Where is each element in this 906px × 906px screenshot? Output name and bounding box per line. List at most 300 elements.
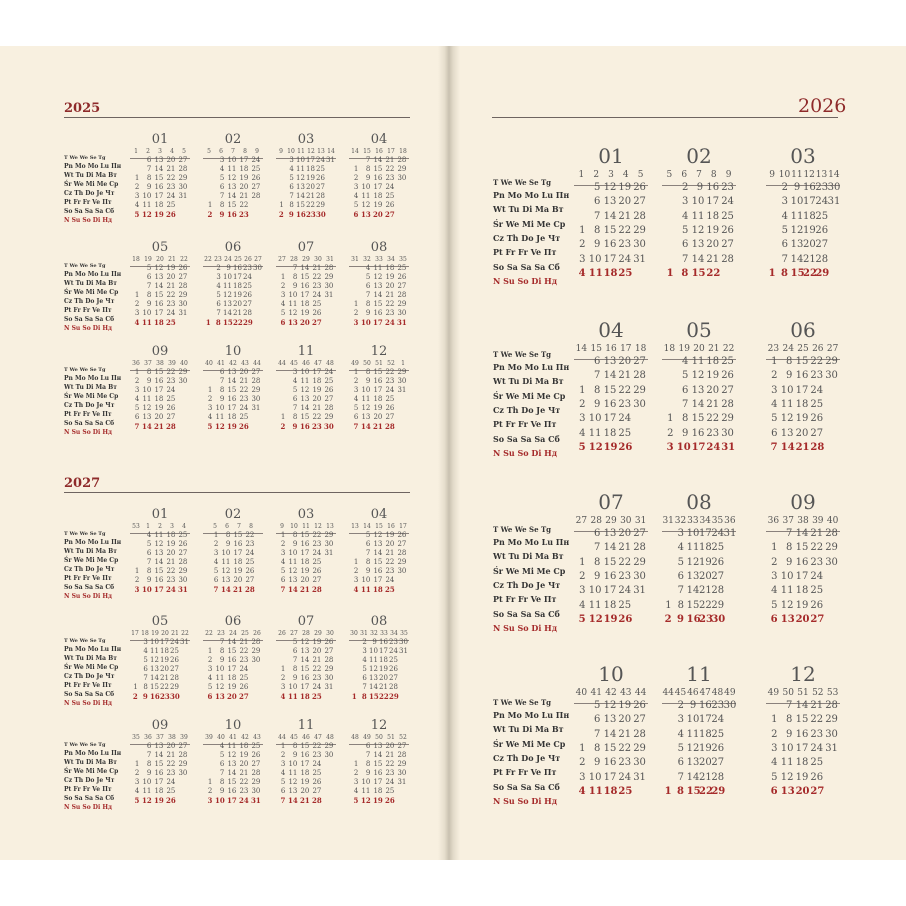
week-number: 24: [229, 630, 237, 637]
day-cell: 16: [227, 395, 237, 403]
day-cell: 5: [146, 540, 152, 548]
week-number: 49: [724, 688, 736, 698]
day-cell: 28: [389, 683, 398, 691]
day-cell: 5: [365, 273, 371, 281]
day-cell: 19: [166, 264, 176, 272]
day-cell: 26: [633, 182, 646, 193]
day-cell: 1: [280, 413, 286, 421]
day-cell: 11: [361, 395, 371, 403]
weekday-label: So Sa Sa Sa Сб: [493, 781, 560, 792]
day-cell: 13: [780, 427, 794, 439]
week-number: 44: [662, 688, 674, 698]
day-cell: 24: [810, 384, 824, 396]
month-block-2027-01: [130, 507, 190, 594]
day-cell: 3: [280, 683, 286, 691]
day-cell: 19: [154, 796, 164, 805]
day-cell: 19: [373, 404, 383, 412]
day-cell: 23: [810, 556, 824, 568]
day-cell: 22: [699, 785, 713, 797]
day-cell: 17: [603, 771, 617, 783]
day-cell: 24: [618, 585, 632, 597]
day-cell: 3: [771, 570, 778, 582]
day-cell: 1: [351, 692, 357, 701]
day-cell: 11: [373, 264, 383, 272]
day-cell: 22: [706, 267, 721, 279]
day-cell: 28: [397, 156, 407, 164]
day-cell: 23: [312, 674, 322, 682]
day-cell: 5: [677, 742, 684, 754]
day-cell: 28: [178, 165, 188, 173]
day-cell: 2: [579, 570, 586, 582]
day-cell: 5: [353, 404, 359, 412]
day-cell: 25: [166, 395, 176, 403]
day-cell: 11: [686, 542, 700, 554]
day-cell: 18: [699, 542, 712, 554]
day-cell: 1: [771, 356, 778, 367]
day-cell: 1: [664, 785, 672, 797]
week-number: 30: [350, 630, 358, 637]
day-cell: 12: [361, 796, 371, 805]
day-cell: 11: [691, 356, 705, 367]
day-cell: 8: [292, 413, 298, 421]
day-cell: 18: [227, 413, 237, 421]
day-cell: 26: [166, 404, 176, 412]
day-cell: 10: [361, 576, 371, 584]
month-name: 05: [686, 318, 712, 342]
day-cell: 14: [154, 558, 164, 566]
month-block-2027-07: [276, 614, 336, 701]
day-cell: 15: [373, 558, 383, 566]
day-cell: 1: [579, 224, 586, 236]
day-cell: 22: [312, 742, 322, 750]
day-cell: 21: [300, 796, 310, 805]
weekday-label: Cz Th Do Je Чт: [64, 673, 115, 680]
day-cell: 5: [219, 751, 225, 759]
day-cell: 16: [154, 377, 164, 385]
day-cell: 24: [166, 309, 176, 317]
day-cell: 14: [300, 404, 310, 412]
day-cell: 26: [618, 441, 633, 453]
day-cell: 16: [227, 210, 237, 219]
day-cell: 29: [324, 665, 334, 673]
month-block-2027-12: [349, 718, 409, 805]
day-cell: 4: [219, 165, 225, 173]
day-cell: 3: [134, 386, 140, 394]
day-cell: 11: [780, 398, 794, 410]
month-name: 04: [598, 318, 624, 342]
week-number: 22: [180, 256, 188, 263]
day-cell: 29: [389, 692, 399, 701]
day-cell: 31: [633, 771, 646, 783]
day-cell: 30: [324, 540, 334, 548]
day-cell: 24: [618, 253, 632, 265]
week-number: 16: [605, 344, 617, 354]
year-2026-title: 2026: [798, 95, 847, 117]
day-cell: 25: [324, 377, 334, 385]
day-cell: 29: [711, 599, 725, 611]
day-cell: 3: [292, 368, 298, 376]
day-cell: 7: [146, 558, 152, 566]
week-number: 7: [237, 523, 241, 530]
day-cell: 15: [795, 542, 809, 554]
day-cell: 13: [288, 576, 298, 584]
day-cell: 17: [300, 549, 310, 557]
day-cell: 20: [306, 183, 315, 191]
day-cell: 1: [353, 165, 359, 173]
week-number: 21: [168, 256, 176, 263]
week-number: 5: [182, 148, 186, 155]
day-cell: 25: [385, 192, 395, 200]
day-cell: 22: [166, 368, 176, 376]
day-cell: 15: [227, 778, 237, 786]
day-cell: 22: [239, 201, 249, 209]
day-cell: 2: [781, 182, 788, 193]
day-cell: 5: [143, 656, 148, 664]
week-number: 50: [375, 734, 383, 741]
day-cell: 20: [233, 576, 243, 584]
day-cell: 6: [219, 368, 225, 376]
week-number: 32: [363, 256, 371, 263]
day-cell: 5: [365, 531, 371, 539]
week-number: 49: [363, 734, 371, 741]
day-cell: 13: [300, 395, 310, 403]
week-number: 35: [399, 256, 407, 263]
weekday-label: Pt Fr Fr Ve Пт: [493, 594, 557, 605]
month-name: 06: [224, 614, 242, 629]
day-cell: 31: [397, 318, 407, 327]
day-cell: 10: [142, 386, 152, 394]
day-cell: 19: [603, 441, 618, 453]
month-name: 07: [598, 490, 624, 514]
week-number: 39: [180, 734, 188, 741]
day-cell: 23: [243, 264, 252, 272]
day-cell: 12: [288, 778, 298, 786]
week-number: 43: [241, 360, 249, 367]
week-number: 42: [229, 360, 237, 367]
day-cell: 11: [361, 787, 371, 795]
week-number: 15: [375, 523, 383, 530]
week-number: 10: [290, 523, 298, 530]
day-cell: 30: [324, 282, 334, 290]
day-cell: 23: [618, 239, 632, 251]
day-cell: 4: [771, 398, 778, 410]
day-cell: 22: [803, 267, 817, 279]
day-cell: 20: [706, 384, 720, 396]
day-cell: 14: [369, 683, 378, 691]
day-cell: 30: [825, 728, 838, 740]
day-cell: 4: [353, 787, 359, 795]
day-cell: 24: [385, 386, 395, 394]
day-cell: 24: [239, 665, 249, 673]
month-block-2026-10: [574, 662, 648, 800]
day-cell: 4: [677, 728, 684, 740]
day-cell: 31: [397, 778, 407, 786]
day-cell: 23: [385, 309, 395, 317]
day-cell: 30: [633, 570, 646, 582]
day-cell: 15: [300, 665, 310, 673]
day-cell: 30: [723, 700, 737, 711]
weekday-label: Śr We Mi Me Ср: [64, 664, 119, 671]
day-cell: 30: [316, 210, 326, 219]
day-cell: 22: [810, 714, 824, 726]
week-number: 21: [171, 630, 179, 637]
week-number: 35: [711, 516, 724, 526]
day-cell: 17: [373, 318, 383, 327]
weekday-label: Pn Mo Mo Lu Пн: [493, 537, 570, 547]
day-cell: 31: [399, 647, 408, 655]
day-cell: 28: [245, 585, 255, 594]
weekday-label: Pt Fr Fr Ve Пт: [493, 247, 557, 258]
month-block-2027-05: [130, 614, 190, 701]
month-block-2026-04: [574, 318, 648, 456]
day-cell: 2: [280, 674, 286, 682]
day-cell: 2: [132, 692, 138, 701]
day-cell: 21: [618, 370, 632, 382]
day-cell: 10: [288, 760, 298, 768]
day-cell: 17: [691, 441, 706, 453]
day-cell: 8: [219, 201, 225, 209]
week-number: 7: [696, 170, 702, 180]
day-cell: 30: [251, 656, 261, 664]
day-cell: 5: [593, 182, 601, 193]
day-cell: 9: [793, 182, 801, 193]
day-cell: 20: [312, 647, 322, 655]
month-block-2025-10: [203, 344, 263, 431]
day-cell: 17: [312, 368, 322, 376]
day-cell: 27: [312, 787, 322, 795]
day-cell: 21: [233, 585, 243, 594]
week-number: 53: [132, 523, 140, 530]
day-cell: 6: [146, 549, 152, 557]
day-cell: 28: [316, 192, 325, 200]
weekday-label: N Su So Di Нд: [64, 593, 113, 600]
day-cell: 12: [150, 656, 159, 664]
week-number: 9: [280, 523, 284, 530]
day-cell: 14: [296, 192, 305, 200]
day-cell: 6: [365, 282, 371, 290]
week-number: 28: [590, 516, 602, 526]
day-cell: 23: [166, 183, 176, 191]
day-cell: 25: [711, 542, 725, 554]
week-number: 13: [317, 148, 325, 155]
day-cell: 7: [289, 192, 294, 200]
week-number: 44: [278, 734, 286, 741]
day-cell: 24: [245, 549, 255, 557]
day-cell: 10: [288, 683, 298, 691]
day-cell: 20: [154, 413, 164, 421]
day-cell: 11: [686, 728, 700, 740]
day-cell: 22: [385, 165, 395, 173]
day-cell: 12: [373, 273, 383, 281]
week-number: 42: [241, 734, 249, 741]
day-cell: 17: [706, 196, 720, 208]
day-cell: 8: [365, 300, 371, 308]
day-cell: 30: [251, 787, 261, 795]
day-cell: 12: [603, 182, 617, 193]
day-cell: 28: [633, 728, 646, 740]
week-header-label: T We We Se Tg: [64, 367, 106, 373]
week-number: 27: [278, 256, 286, 263]
day-cell: 11: [288, 769, 298, 777]
week-number: 45: [674, 688, 687, 698]
day-cell: 29: [316, 201, 325, 209]
weekday-label: Śr We Mi Me Ср: [64, 557, 119, 564]
day-cell: 21: [239, 377, 249, 385]
day-cell: 14: [154, 751, 164, 759]
week-number: 52: [812, 688, 824, 698]
week-number: 36: [144, 734, 152, 741]
day-cell: 3: [134, 585, 140, 594]
day-cell: 3: [677, 528, 684, 539]
day-cell: 26: [316, 174, 325, 182]
day-cell: 21: [166, 282, 176, 290]
day-cell: 2: [362, 638, 367, 646]
day-cell: 14: [361, 422, 371, 431]
day-cell: 17: [227, 796, 237, 805]
day-cell: 6: [770, 613, 778, 625]
day-cell: 18: [373, 192, 383, 200]
month-name: 06: [224, 240, 242, 255]
day-cell: 27: [633, 356, 646, 367]
weekday-label: N Su So Di Нд: [493, 622, 558, 633]
day-cell: 5: [593, 700, 601, 711]
day-cell: 19: [795, 413, 809, 425]
day-cell: 22: [312, 665, 322, 673]
day-cell: 14: [603, 728, 617, 740]
day-cell: 30: [178, 576, 188, 584]
day-cell: 27: [633, 196, 646, 208]
day-cell: 10: [215, 665, 225, 673]
day-cell: 14: [691, 253, 705, 265]
day-cell: 23: [166, 576, 176, 584]
week-number: 17: [131, 630, 139, 637]
day-cell: 13: [154, 742, 164, 750]
day-cell: 5: [280, 778, 286, 786]
day-cell: 19: [160, 656, 169, 664]
week-number: 28: [290, 256, 298, 263]
day-cell: 27: [178, 549, 188, 557]
weekday-label: Wt Tu Di Ma Вт: [64, 384, 117, 391]
day-cell: 4: [134, 787, 140, 795]
day-cell: 17: [233, 549, 243, 557]
day-cell: 27: [385, 210, 395, 219]
day-cell: 6: [216, 300, 221, 308]
week-number: 48: [326, 360, 334, 367]
day-cell: 10: [780, 384, 794, 396]
day-cell: 18: [233, 282, 242, 290]
day-cell: 24: [251, 156, 261, 164]
day-cell: 31: [178, 309, 188, 317]
day-cell: 6: [292, 395, 298, 403]
day-cell: 8: [365, 165, 371, 173]
day-cell: 9: [146, 300, 152, 308]
day-cell: 19: [312, 386, 322, 394]
weekday-label: N Su So Di Нд: [64, 700, 113, 707]
week-number: 2: [593, 170, 600, 180]
day-cell: 4: [771, 757, 778, 769]
day-cell: 1: [280, 742, 286, 750]
weekday-label: Wt Tu Di Ma Вт: [64, 172, 117, 179]
day-cell: 30: [721, 427, 734, 439]
week-number: 41: [590, 688, 602, 698]
week-number: 20: [156, 256, 164, 263]
day-cell: 21: [618, 728, 632, 740]
week-number: 33: [380, 630, 388, 637]
week-number: 19: [678, 344, 690, 354]
day-cell: 1: [279, 201, 284, 209]
weekday-label: Pt Fr Fr Ve Пт: [493, 767, 557, 778]
week-number: 42: [605, 688, 617, 698]
day-cell: 19: [233, 291, 242, 299]
day-cell: 24: [721, 196, 734, 208]
day-cell: 13: [300, 647, 310, 655]
week-number: 33: [687, 516, 699, 526]
day-cell: 10: [142, 192, 152, 200]
day-cell: 13: [227, 368, 237, 376]
day-cell: 7: [365, 156, 371, 164]
day-cell: 3: [353, 386, 359, 394]
day-cell: 22: [618, 742, 632, 754]
week-number: 40: [205, 360, 213, 367]
day-cell: 19: [373, 201, 383, 209]
week-number: 41: [229, 734, 237, 741]
day-cell: 29: [397, 368, 407, 376]
month-name: 04: [370, 132, 388, 147]
day-cell: 3: [666, 441, 674, 453]
day-cell: 6: [770, 785, 778, 797]
weekday-label: So Sa Sa Sa Сб: [64, 691, 115, 698]
day-cell: 4: [280, 558, 286, 566]
day-cell: 27: [166, 413, 176, 421]
day-cell: 30: [178, 377, 188, 385]
day-cell: 15: [686, 599, 700, 611]
day-cell: 10: [361, 183, 371, 191]
day-cell: 2: [681, 182, 689, 193]
week-number: 52: [399, 734, 407, 741]
week-header-label: T We We Se Tg: [493, 698, 552, 707]
day-cell: 24: [243, 273, 252, 281]
day-cell: 17: [306, 156, 315, 164]
day-cell: 7: [219, 192, 225, 200]
day-cell: 4: [146, 531, 152, 539]
month-block-2027-04: [349, 507, 409, 594]
day-cell: 9: [146, 377, 152, 385]
day-cell: 16: [803, 182, 816, 193]
day-cell: 29: [178, 368, 188, 376]
day-cell: 19: [312, 638, 322, 646]
day-cell: 7: [593, 542, 601, 554]
day-cell: 20: [618, 528, 632, 539]
day-cell: 11: [588, 785, 603, 797]
day-cell: 25: [618, 599, 632, 611]
week-number: 31: [662, 516, 674, 526]
month-name: 08: [370, 614, 388, 629]
month-block-2025-09: [130, 344, 190, 431]
week-number: 48: [326, 734, 334, 741]
day-cell: 19: [603, 613, 618, 625]
month-name: 06: [790, 318, 816, 342]
day-cell: 24: [385, 318, 395, 327]
weekday-label: N Su So Di Нд: [64, 325, 113, 332]
week-number: 43: [620, 688, 632, 698]
day-cell: 1: [133, 683, 138, 691]
day-cell: 21: [154, 422, 164, 431]
day-cell: 6: [677, 570, 684, 582]
day-cell: 25: [166, 318, 176, 327]
day-cell: 12: [154, 264, 164, 272]
day-cell: 25: [170, 647, 179, 655]
day-cell: 17: [795, 570, 809, 582]
